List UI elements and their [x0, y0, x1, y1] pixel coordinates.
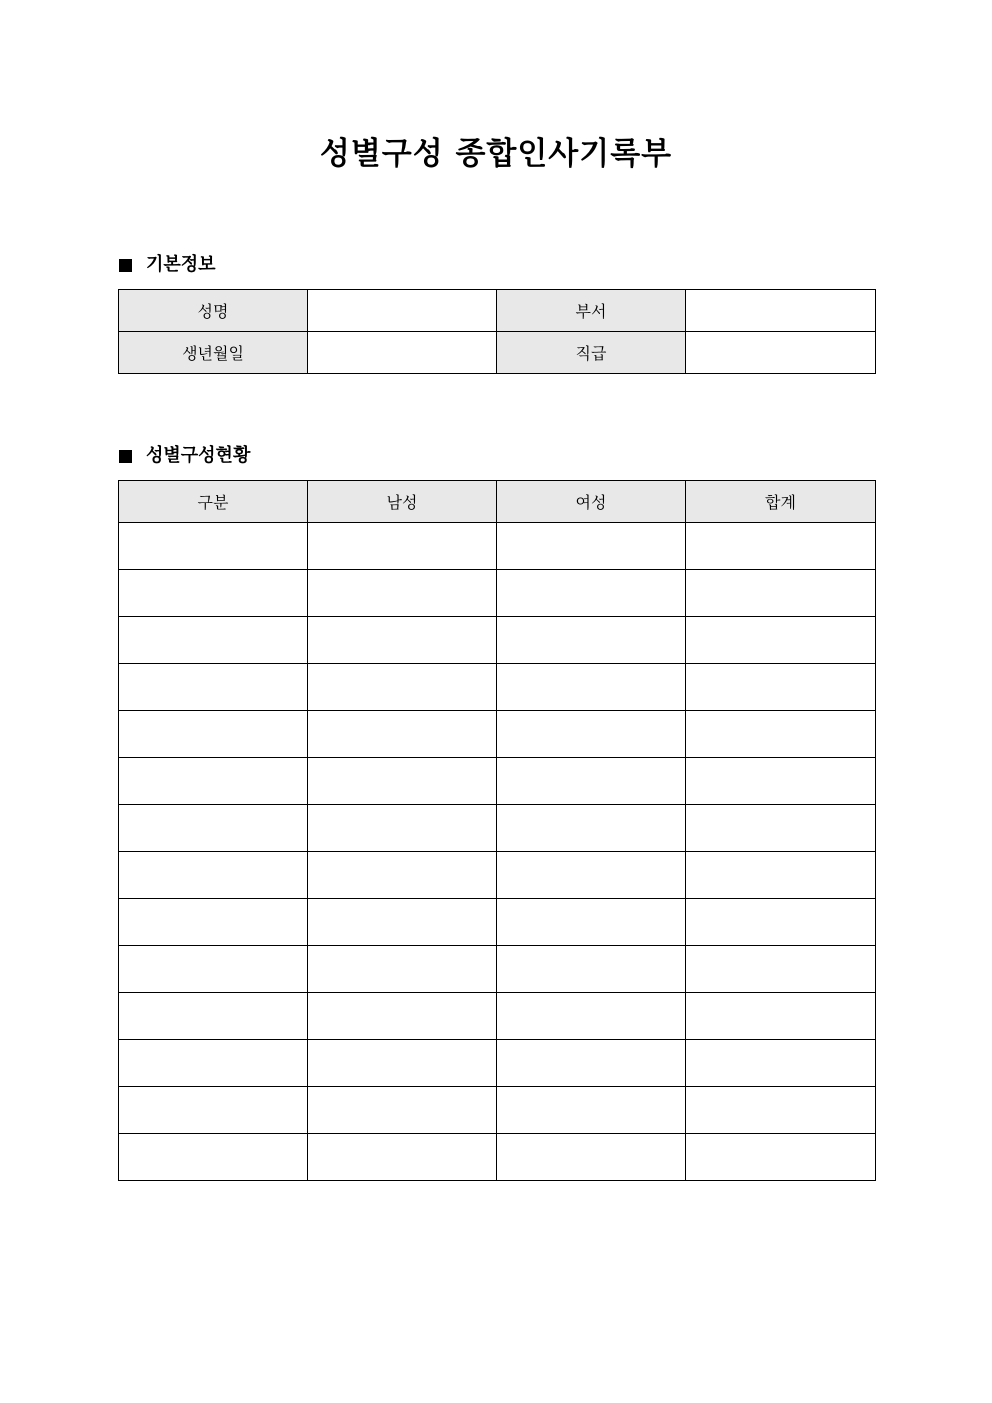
category-cell[interactable] [119, 899, 308, 946]
female-cell[interactable] [497, 1134, 686, 1181]
male-cell[interactable] [308, 899, 497, 946]
table-row [119, 570, 876, 617]
category-cell[interactable] [119, 852, 308, 899]
column-header-total: 합계 [686, 481, 876, 523]
table-row [119, 1134, 876, 1181]
position-label: 직급 [497, 332, 686, 374]
total-cell[interactable] [686, 758, 876, 805]
total-cell[interactable] [686, 1040, 876, 1087]
female-cell[interactable] [497, 570, 686, 617]
section-heading-label: 기본정보 [146, 254, 216, 275]
male-cell[interactable] [308, 664, 497, 711]
category-cell[interactable] [119, 1040, 308, 1087]
birthdate-label: 생년월일 [119, 332, 308, 374]
table-row [119, 664, 876, 711]
female-cell[interactable] [497, 993, 686, 1040]
male-cell[interactable] [308, 805, 497, 852]
female-cell[interactable] [497, 664, 686, 711]
table-row [119, 852, 876, 899]
table-header-row [119, 481, 876, 523]
male-cell[interactable] [308, 711, 497, 758]
category-cell[interactable] [119, 523, 308, 570]
total-cell[interactable] [686, 946, 876, 993]
female-cell[interactable] [497, 1040, 686, 1087]
category-cell[interactable] [119, 993, 308, 1040]
male-cell[interactable] [308, 1087, 497, 1134]
table-row [119, 711, 876, 758]
section-heading-label: 성별구성현황 [146, 445, 251, 466]
column-header-female: 여성 [497, 481, 686, 523]
table-row [119, 805, 876, 852]
table-row [119, 617, 876, 664]
table-row [119, 899, 876, 946]
position-field[interactable] [686, 332, 876, 374]
male-cell[interactable] [308, 1134, 497, 1181]
section-heading-basic-info [119, 252, 216, 278]
table-row [119, 946, 876, 993]
column-header-category: 구분 [119, 481, 308, 523]
female-cell[interactable] [497, 523, 686, 570]
category-cell[interactable] [119, 1087, 308, 1134]
table-row [119, 332, 876, 374]
male-cell[interactable] [308, 1040, 497, 1087]
category-cell[interactable] [119, 570, 308, 617]
column-header-male: 남성 [308, 481, 497, 523]
female-cell[interactable] [497, 852, 686, 899]
total-cell[interactable] [686, 711, 876, 758]
table-row [119, 1040, 876, 1087]
female-cell[interactable] [497, 711, 686, 758]
name-field[interactable] [308, 290, 497, 332]
basic-info-table [118, 289, 876, 374]
category-cell[interactable] [119, 617, 308, 664]
table-row [119, 758, 876, 805]
category-cell[interactable] [119, 805, 308, 852]
male-cell[interactable] [308, 946, 497, 993]
total-cell[interactable] [686, 523, 876, 570]
total-cell[interactable] [686, 1134, 876, 1181]
table-row [119, 290, 876, 332]
total-cell[interactable] [686, 664, 876, 711]
total-cell[interactable] [686, 852, 876, 899]
category-cell[interactable] [119, 1134, 308, 1181]
table-row [119, 1087, 876, 1134]
total-cell[interactable] [686, 805, 876, 852]
square-bullet-icon [119, 450, 132, 463]
table-row [119, 523, 876, 570]
male-cell[interactable] [308, 523, 497, 570]
female-cell[interactable] [497, 617, 686, 664]
male-cell[interactable] [308, 617, 497, 664]
total-cell[interactable] [686, 899, 876, 946]
category-cell[interactable] [119, 664, 308, 711]
category-cell[interactable] [119, 711, 308, 758]
male-cell[interactable] [308, 570, 497, 617]
table-row [119, 993, 876, 1040]
female-cell[interactable] [497, 946, 686, 993]
birthdate-field[interactable] [308, 332, 497, 374]
category-cell[interactable] [119, 946, 308, 993]
female-cell[interactable] [497, 758, 686, 805]
name-label: 성명 [119, 290, 308, 332]
male-cell[interactable] [308, 852, 497, 899]
page-title: 성별구성 종합인사기록부 [319, 136, 673, 172]
department-field[interactable] [686, 290, 876, 332]
male-cell[interactable] [308, 758, 497, 805]
total-cell[interactable] [686, 993, 876, 1040]
category-cell[interactable] [119, 758, 308, 805]
total-cell[interactable] [686, 570, 876, 617]
square-bullet-icon [119, 259, 132, 272]
total-cell[interactable] [686, 1087, 876, 1134]
female-cell[interactable] [497, 899, 686, 946]
female-cell[interactable] [497, 805, 686, 852]
department-label: 부서 [497, 290, 686, 332]
section-heading-gender-status [119, 443, 250, 469]
gender-status-table [118, 480, 876, 1181]
male-cell[interactable] [308, 993, 497, 1040]
total-cell[interactable] [686, 617, 876, 664]
female-cell[interactable] [497, 1087, 686, 1134]
